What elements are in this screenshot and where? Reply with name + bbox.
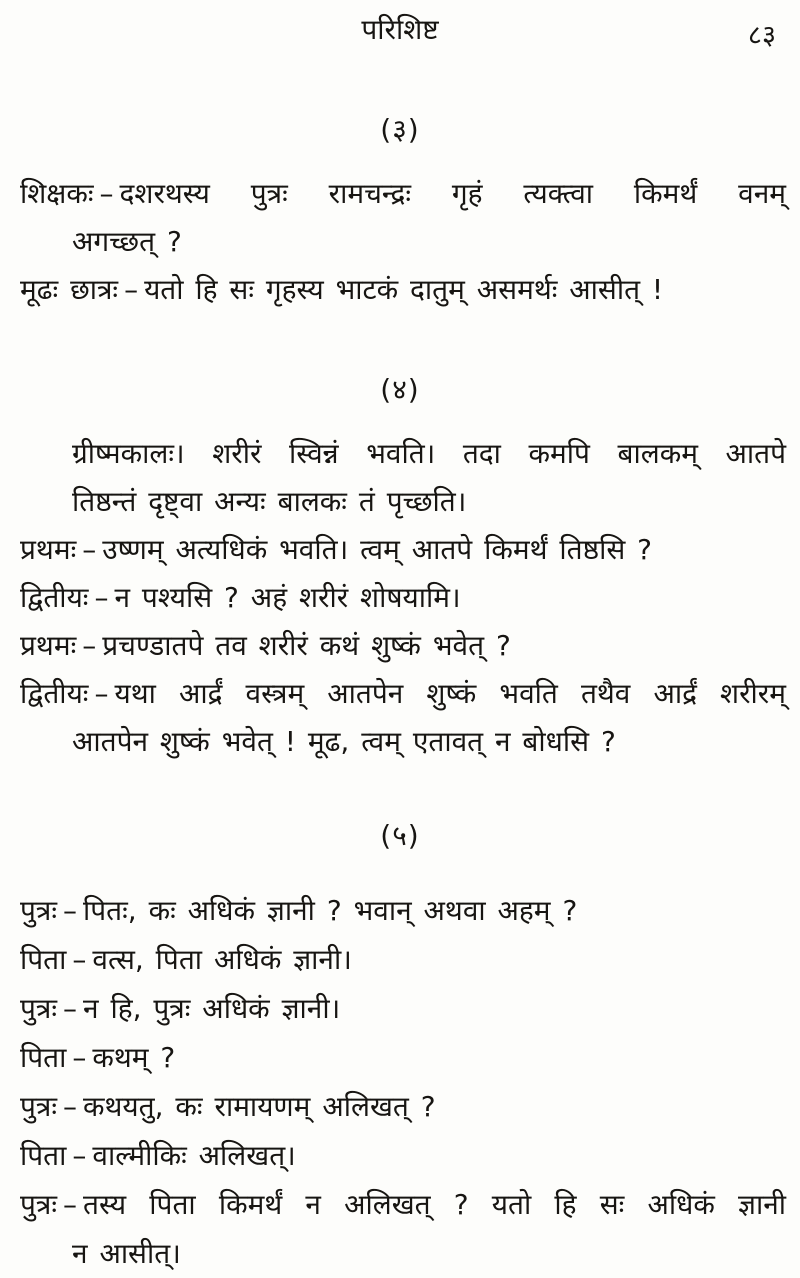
- dialogue-text: वाल्मीकिः अलिखत्।: [92, 1139, 296, 1172]
- dialogue-line: [20, 670, 786, 718]
- speaker-label: पुत्रः: [20, 1188, 58, 1221]
- speaker-dash: –: [63, 1188, 78, 1221]
- dialogue-line: [20, 622, 786, 670]
- speaker-dash: –: [63, 1090, 78, 1123]
- dialogue-line: [20, 984, 786, 1033]
- dialogue-line: [20, 886, 786, 935]
- section-3-dialogue: [0, 170, 800, 314]
- dialogue-text: दशरथस्य पुत्रः रामचन्द्रः गृहं त्यक्त्वा किमर्थं वनम्: [119, 177, 786, 210]
- dialogue-line: [20, 1131, 786, 1180]
- speaker-label: द्वितीयः: [20, 677, 89, 710]
- speaker-dash: –: [72, 943, 87, 976]
- speaker-label: पुत्रः: [20, 1090, 58, 1123]
- header-title: परिशिष्ट: [361, 13, 439, 46]
- section-number: (४): [380, 373, 420, 406]
- speaker-dash: –: [72, 1041, 87, 1074]
- dialogue-text: तस्य पिता किमर्थं न अलिखत् ? यतो हि सः अधिकं ज्ञानी: [83, 1188, 786, 1221]
- dialogue-text: यथा आर्द्रं वस्त्रम् आतपेन शुष्कं भवति तथैव आर्द्रं शरीरम्: [114, 677, 786, 710]
- speaker-dash: –: [63, 992, 78, 1025]
- speaker-label: पिता: [20, 1139, 67, 1172]
- intro-line: तिष्ठन्तं दृष्ट्वा अन्यः बालकः तं पृच्छति।: [72, 485, 467, 518]
- dialogue-continuation: आतपेन शुष्कं भवेत् ! मूढ, त्वम् एतावत् न बोधसि ?: [72, 725, 616, 758]
- speaker-dash: –: [94, 677, 109, 710]
- dialogue-line: [20, 1033, 786, 1082]
- dialogue-line: [20, 526, 786, 574]
- page-number: ८३: [747, 20, 776, 51]
- speaker-dash: –: [124, 273, 139, 306]
- dialogue-text: यतो हि सः गृहस्य भाटकं दातुम् असमर्थः आसीत् !: [144, 273, 664, 306]
- dialogue-text: कथयतु, कः रामायणम् अलिखत् ?: [83, 1090, 436, 1123]
- page-header: [0, 0, 800, 56]
- speaker-dash: –: [82, 629, 97, 662]
- speaker-label: शिक्षकः: [20, 177, 94, 210]
- dialogue-line: [20, 266, 786, 314]
- section-5-dialogue: [0, 886, 800, 1278]
- dialogue-text: न हि, पुत्रः अधिकं ज्ञानी।: [83, 992, 341, 1025]
- speaker-dash: –: [99, 177, 114, 210]
- dialogue-line: [20, 1082, 786, 1131]
- speaker-label: प्रथमः: [20, 533, 77, 566]
- section-number: (३): [380, 113, 420, 146]
- speaker-label: पिता: [20, 943, 67, 976]
- dialogue-line: [20, 935, 786, 984]
- dialogue-continuation: न आसीत्।: [72, 1237, 181, 1270]
- speaker-label: प्रथमः: [20, 629, 77, 662]
- section-4-dialogue: [0, 526, 800, 766]
- speaker-label: पिता: [20, 1041, 67, 1074]
- speaker-dash: –: [63, 894, 78, 927]
- dialogue-continuation: अगच्छत् ?: [72, 225, 182, 258]
- dialogue-text: प्रचण्डातपे तव शरीरं कथं शुष्कं भवेत् ?: [102, 629, 511, 662]
- speaker-label: मूढः छात्रः: [20, 273, 119, 306]
- section-4-intro: [0, 430, 800, 526]
- intro-line: ग्रीष्मकालः। शरीरं स्विन्नं भवति। तदा कमपि बालकम् आतपे: [72, 437, 786, 470]
- dialogue-line: [20, 1180, 786, 1229]
- speaker-dash: –: [72, 1139, 87, 1172]
- dialogue-text: न पश्यसि ? अहं शरीरं शोषयामि।: [114, 581, 461, 614]
- speaker-label: पुत्रः: [20, 894, 58, 927]
- dialogue-line: [20, 574, 786, 622]
- dialogue-line: [20, 170, 786, 218]
- dialogue-text: उष्णम् अत्यधिकं भवति। त्वम् आतपे किमर्थं तिष्ठसि ?: [102, 533, 653, 566]
- dialogue-text: वत्स, पिता अधिकं ज्ञानी।: [92, 943, 352, 976]
- speaker-dash: –: [82, 533, 97, 566]
- dialogue-text: पितः, कः अधिकं ज्ञानी ? भवान् अथवा अहम् ?: [83, 894, 578, 927]
- speaker-dash: –: [94, 581, 109, 614]
- dialogue-text: कथम् ?: [92, 1041, 176, 1074]
- speaker-label: द्वितीयः: [20, 581, 89, 614]
- section-number: (५): [380, 819, 420, 852]
- speaker-label: पुत्रः: [20, 992, 58, 1025]
